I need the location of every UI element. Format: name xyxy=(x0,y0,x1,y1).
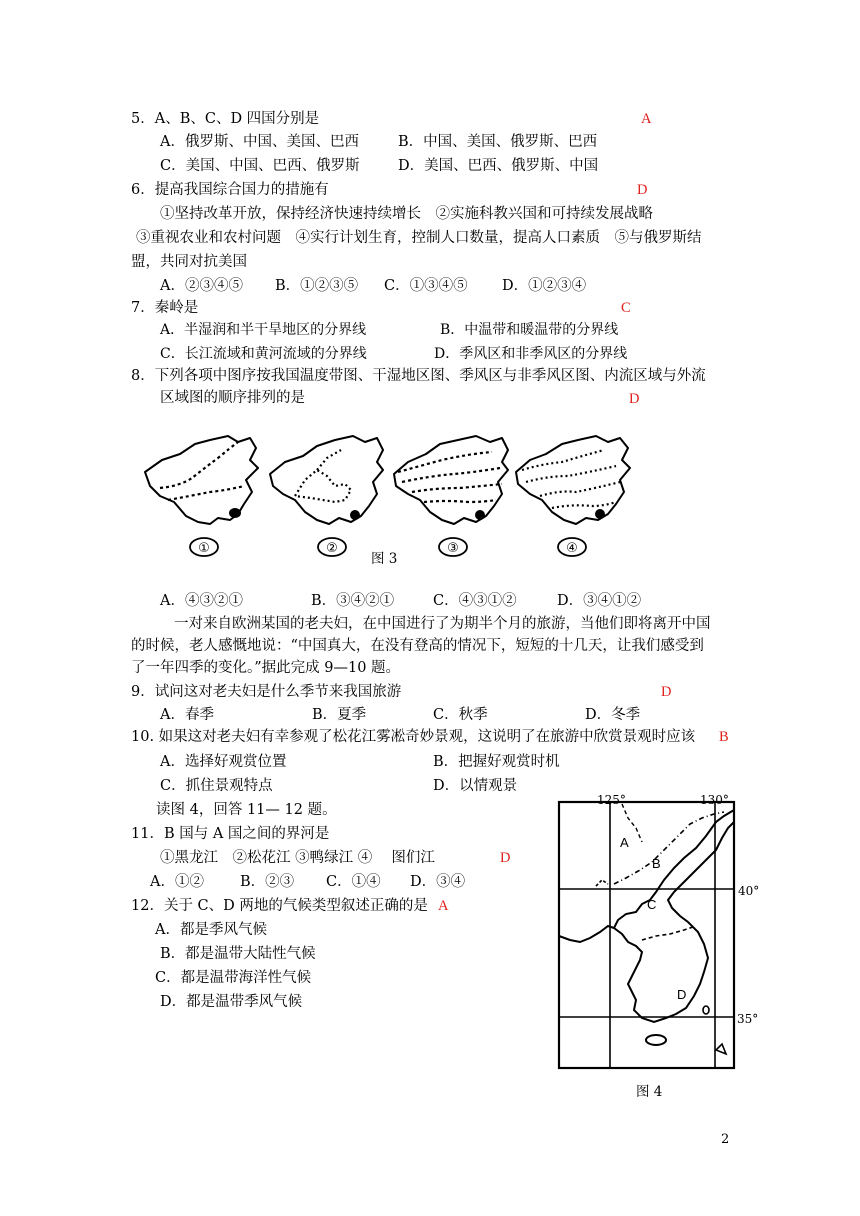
q6-option-d: D．①②③④ xyxy=(502,278,587,294)
q12-option-c: C．都是温带海洋性气候 xyxy=(155,970,312,986)
lon-130-label: 130° xyxy=(700,793,729,807)
q10-option-c: C．抓住景观特点 xyxy=(160,778,273,794)
q7-option-a: A．半湿润和半干旱地区的分界线 xyxy=(160,322,367,338)
lon-125-label: 125° xyxy=(597,793,626,807)
q5-option-a: A．俄罗斯、中国、美国、巴西 xyxy=(160,134,359,150)
q9-answer: D xyxy=(661,684,672,700)
lat-40-label: 40° xyxy=(738,884,760,898)
q5-option-d: D．美国、巴西、俄罗斯、中国 xyxy=(398,158,599,174)
q8-stem-line-1: 8．下列各项中图序按我国温度带图、干湿地区图、季风区与非季风区图、内流区域与外流 xyxy=(131,368,706,384)
figure-3-caption: 图 3 xyxy=(371,551,398,567)
country-label-b: B xyxy=(652,856,661,871)
q6-option-c: C．①③④⑤ xyxy=(384,278,468,294)
q12-option-b: B．都是温带大陆性气候 xyxy=(160,946,316,962)
country-label-a: A xyxy=(620,835,629,850)
q6-answer: D xyxy=(637,182,648,198)
q8-option-a: A．④③②① xyxy=(160,593,243,609)
china-map-3 xyxy=(394,436,508,524)
q7-option-c: C．长江流域和黄河流域的分界线 xyxy=(160,346,367,362)
passage-line-3: 了一年四季的变化。”据此完成 9—10 题。 xyxy=(131,660,401,676)
q12-stem: 12．关于 C、D 两地的气候类型叙述正确的是 xyxy=(131,898,428,914)
q11-items: ①黑龙江 ②松花江 ③鸭绿江 ④ 图们江 xyxy=(160,850,435,866)
china-map-2 xyxy=(270,436,383,524)
q7-option-d: D．季风区和非季风区的分界线 xyxy=(434,346,628,362)
q11-answer: D xyxy=(500,850,511,866)
q6-stem: 6．提高我国综合国力的措施有 xyxy=(131,182,329,198)
q11-option-b: B．②③ xyxy=(240,874,295,890)
place-label-c: C xyxy=(647,897,657,912)
q12-option-d: D．都是温带季风气候 xyxy=(160,994,303,1010)
place-label-d: D xyxy=(677,987,687,1002)
q12-answer: A xyxy=(438,898,449,914)
q5-option-c: C．美国、中国、巴西、俄罗斯 xyxy=(160,158,360,174)
q6-item-line-3: 盟，共同对抗美国 xyxy=(131,254,247,270)
figure-4-map xyxy=(556,788,771,1073)
q6-item-line-2: ③重视农业和农村问题 ④实行计划生育，控制人口数量，提高人口素质 ⑤与俄罗斯结 xyxy=(136,230,702,246)
q10-option-d: D．以情观景 xyxy=(433,778,518,794)
q8-stem-line-2: 区域图的顺序排列的是 xyxy=(160,390,305,406)
q10-answer: B xyxy=(719,729,729,745)
q11-option-d: D．③④ xyxy=(410,874,466,890)
q12-option-a: A．都是季风气候 xyxy=(155,922,267,938)
q11-stem: 11．B 国与 A 国之间的界河是 xyxy=(131,826,330,842)
lat-35-label: 35° xyxy=(737,1012,759,1026)
q9-option-c: C．秋季 xyxy=(433,707,488,723)
map-1-number-label: ① xyxy=(198,541,210,556)
q11-option-c: C．①④ xyxy=(326,874,381,890)
q7-option-b: B．中温带和暖温带的分界线 xyxy=(440,322,619,338)
q10-option-a: A．选择好观赏位置 xyxy=(160,754,287,770)
q9-stem: 9．试问这对老夫妇是什么季节来我国旅游 xyxy=(131,684,402,700)
page-number: 2 xyxy=(721,1132,730,1147)
q11-option-a: A．①② xyxy=(150,874,204,890)
q10-stem: 10. 如果这对老夫妇有幸参观了松花江雾凇奇妙景观，这说明了在旅游中欣赏景观时应该 xyxy=(131,729,696,745)
q9-option-d: D．冬季 xyxy=(585,707,641,723)
figure-3-maps xyxy=(140,430,640,570)
map-2-number-label: ② xyxy=(326,541,338,556)
passage-line-2: 的时候，老人感慨地说：“中国真大，在没有登高的情况下，短短的十几天，让我们感受到 xyxy=(131,638,704,654)
q7-stem: 7．秦岭是 xyxy=(131,300,199,316)
china-map-1 xyxy=(145,436,258,524)
passage-line-1: 一对来自欧洲某国的老夫妇，在中国进行了为期半个月的旅游，当他们即将离开中国 xyxy=(174,616,711,632)
q8-option-c: C．④③①② xyxy=(433,593,517,609)
q8-option-b: B．③④②① xyxy=(311,593,395,609)
china-map-4 xyxy=(516,436,630,524)
q5-stem: 5．A、B、C、D 四国分别是 xyxy=(131,111,320,127)
figure-4-caption: 图 4 xyxy=(636,1084,663,1100)
q6-option-b: B．①②③⑤ xyxy=(275,278,359,294)
q8-option-d: D．③④①② xyxy=(557,593,642,609)
q6-item-line-1: ①坚持改革开放，保持经济快速持续增长 ②实施科教兴国和可持续发展战略 xyxy=(160,206,653,222)
map-frame xyxy=(559,802,734,1068)
map-3-number-label: ③ xyxy=(447,541,459,556)
q5-option-b: B．中国、美国、俄罗斯、巴西 xyxy=(398,134,598,150)
q7-answer: C xyxy=(621,300,631,316)
q9-option-b: B．夏季 xyxy=(312,707,367,723)
q8-answer: D xyxy=(629,391,640,407)
q5-answer: A xyxy=(641,111,652,127)
map-4-number-label: ④ xyxy=(566,541,578,556)
q9-option-a: A．春季 xyxy=(160,707,214,723)
q10-option-b: B．把握好观赏时机 xyxy=(433,754,560,770)
q6-option-a: A．②③④⑤ xyxy=(160,278,243,294)
figure-4-intro: 读图 4，回答 11— 12 题。 xyxy=(156,802,337,818)
